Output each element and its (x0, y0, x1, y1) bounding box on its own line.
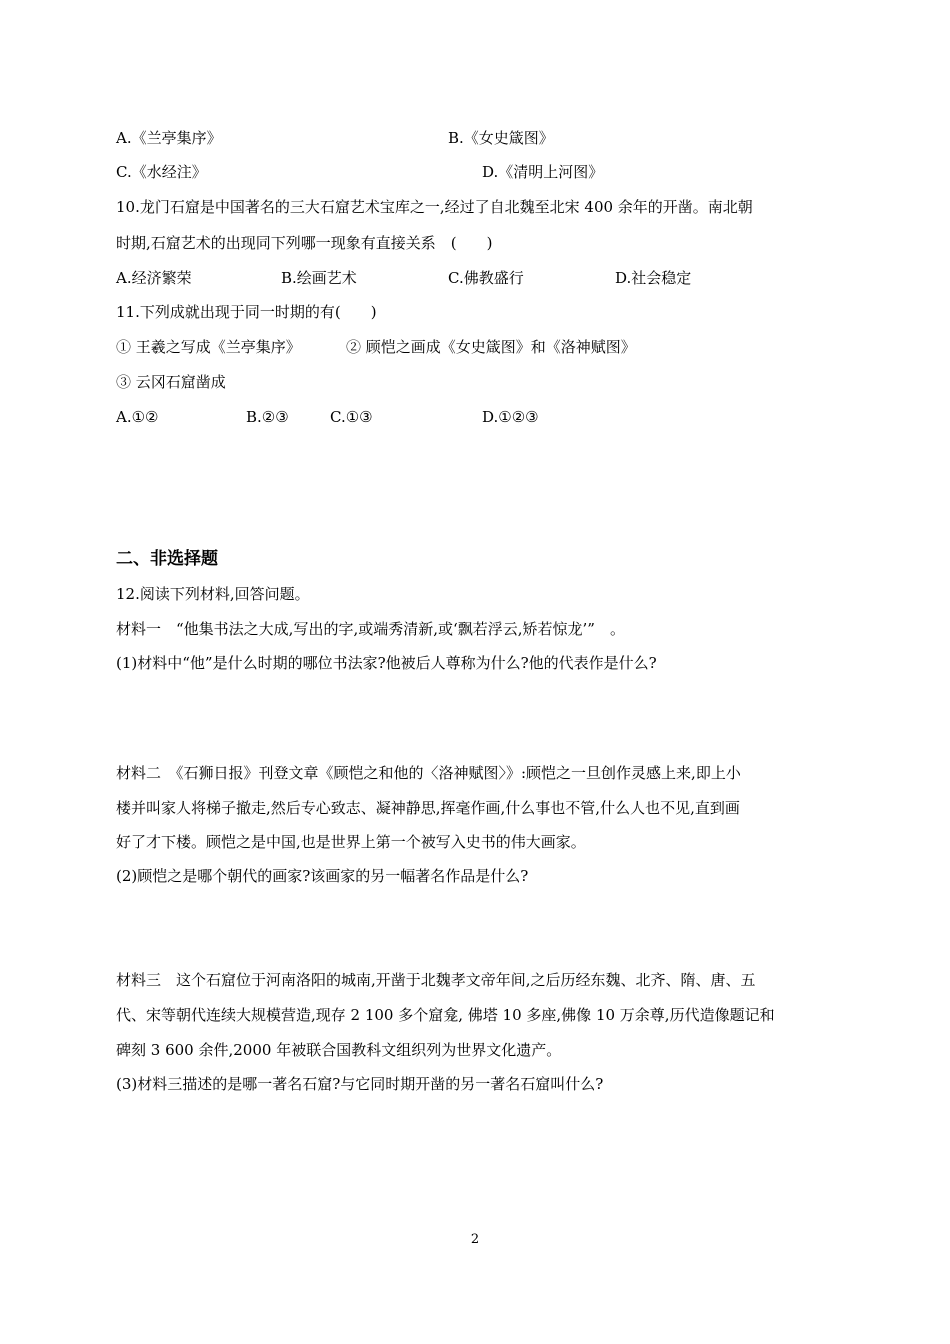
q11-option-b: B.②③ (246, 408, 289, 426)
q12-material-1: 材料一 “他集书法之大成,写出的字,或端秀清新,或‘飘若浮云,矫若惊龙’” 。 (116, 620, 625, 638)
q9-option-b: B.《女史箴图》 (448, 129, 554, 147)
q12-material-3-line2: 代、宋等朝代连续大规模营造,现存 2 100 多个窟龛, 佛塔 10 多座,佛像 10 万余尊,历代造像题记和 (116, 1006, 775, 1024)
q12-stem: 12.阅读下列材料,回答问题。 (116, 585, 310, 603)
q12-material-3-line3: 碑刻 3 600 余件,2000 年被联合国教科文组织列为世界文化遗产。 (116, 1041, 562, 1059)
q11-item-1: ① 王羲之写成《兰亭集序》 (116, 338, 301, 356)
section-title: 二、非选择题 (116, 549, 218, 569)
q12-question-3: (3)材料三描述的是哪一著名石窟?与它同时期开凿的另一著名石窟叫什么? (116, 1075, 604, 1093)
q10-option-c: C.佛教盛行 (448, 269, 524, 287)
q12-material-2-line3: 好了才下楼。顾恺之是中国,也是世界上第一个被写入史书的伟大画家。 (116, 833, 586, 851)
q10-stem-line1: 10.龙门石窟是中国著名的三大石窟艺术宝库之一,经过了自北魏至北宋 400 余年的开凿。南北朝 (116, 198, 753, 216)
q10-stem-line2: 时期,石窟艺术的出现同下列哪一现象有直接关系 ( ) (116, 234, 493, 252)
q11-option-c: C.①③ (330, 408, 373, 426)
page-number: 2 (470, 1232, 480, 1247)
q11-item-2: ② 顾恺之画成《女史箴图》和《洛神赋图》 (346, 338, 636, 356)
q11-option-a: A.①② (116, 408, 159, 426)
q11-stem: 11.下列成就出现于同一时期的有( ) (116, 303, 377, 321)
q9-option-d: D.《清明上河图》 (482, 163, 604, 181)
q9-option-a: A.《兰亭集序》 (116, 129, 222, 147)
q12-material-2-line2: 楼并叫家人将梯子撤走,然后专心致志、凝神静思,挥毫作画,什么事也不管,什么人也不见,直到画 (116, 799, 740, 817)
q9-option-c: C.《水经注》 (116, 163, 207, 181)
q12-question-1: (1)材料中“他”是什么时期的哪位书法家?他被后人尊称为什么?他的代表作是什么? (116, 654, 657, 672)
q12-material-3-line1: 材料三 这个石窟位于河南洛阳的城南,开凿于北魏孝文帝年间,之后历经东魏、北齐、隋、唐、五 (116, 971, 756, 989)
q12-question-2: (2)顾恺之是哪个朝代的画家?该画家的另一幅著名作品是什么? (116, 867, 529, 885)
q10-option-b: B.绘画艺术 (281, 269, 357, 287)
q10-option-d: D.社会稳定 (615, 269, 692, 287)
q12-material-2-line1: 材料二 《石狮日报》刊登文章《顾恺之和他的〈洛神赋图〉》:顾恺之一旦创作灵感上来,即上小 (116, 764, 741, 782)
q10-option-a: A.经济繁荣 (116, 269, 192, 287)
q11-item-3: ③ 云冈石窟凿成 (116, 373, 226, 391)
q11-option-d: D.①②③ (482, 408, 539, 426)
